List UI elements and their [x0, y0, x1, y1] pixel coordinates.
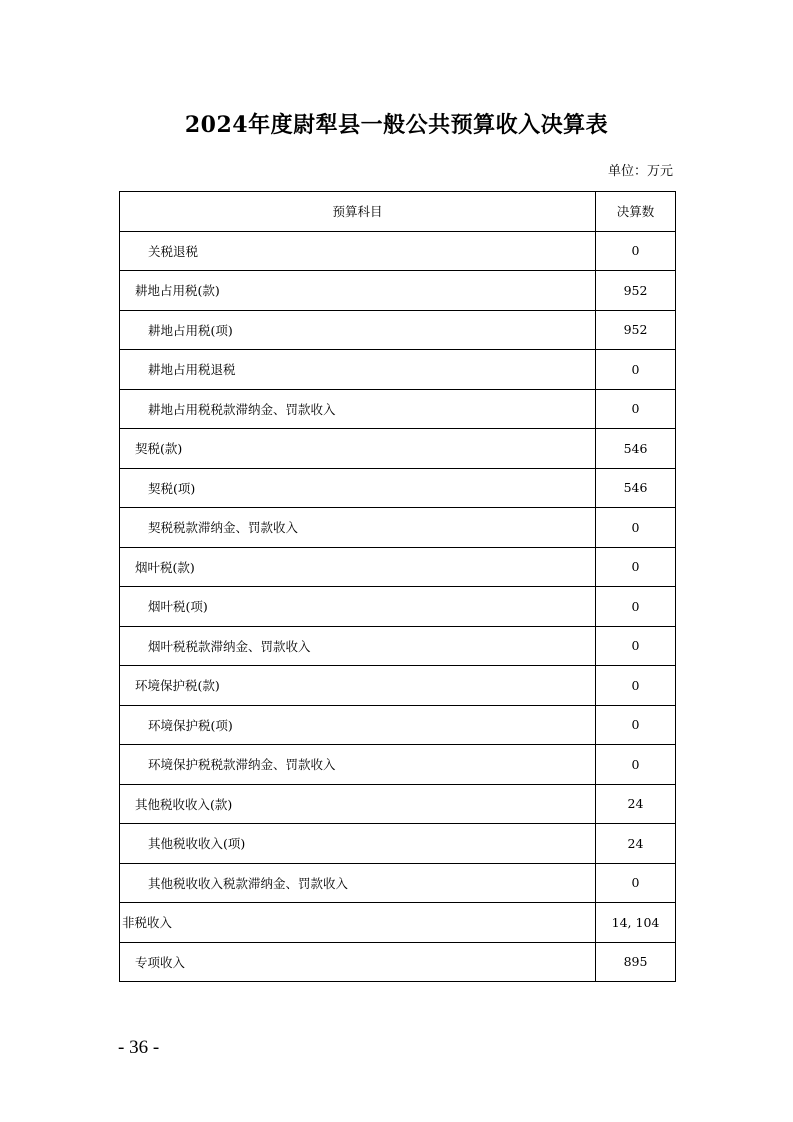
row-subject: 契税(款) — [120, 429, 596, 469]
row-amount: 0 — [596, 666, 676, 706]
table-row — [120, 666, 676, 706]
row-amount: 0 — [596, 705, 676, 745]
row-subject: 环境保护税税款滞纳金、罚款收入 — [120, 745, 596, 785]
row-subject: 其他税收收入(项) — [120, 824, 596, 864]
table-row — [120, 468, 676, 508]
row-amount: 24 — [596, 824, 676, 864]
table-row — [120, 587, 676, 627]
row-subject: 环境保护税(项) — [120, 705, 596, 745]
row-subject: 烟叶税税款滞纳金、罚款收入 — [120, 626, 596, 666]
table-row — [120, 310, 676, 350]
table-row — [120, 271, 676, 311]
table-row — [120, 903, 676, 943]
row-subject: 契税(项) — [120, 468, 596, 508]
row-subject: 烟叶税(款) — [120, 547, 596, 587]
table-row — [120, 824, 676, 864]
table-row — [120, 626, 676, 666]
row-amount: 895 — [596, 942, 676, 982]
row-amount: 0 — [596, 350, 676, 390]
row-subject: 非税收入 — [120, 903, 596, 943]
row-subject: 耕地占用税退税 — [120, 350, 596, 390]
row-subject: 契税税款滞纳金、罚款收入 — [120, 508, 596, 548]
row-amount: 546 — [596, 468, 676, 508]
row-amount: 0 — [596, 626, 676, 666]
row-amount: 0 — [596, 587, 676, 627]
page-number: - 36 - — [118, 1037, 160, 1058]
row-amount: 0 — [596, 231, 676, 271]
table-row — [120, 547, 676, 587]
row-subject: 其他税收收入税款滞纳金、罚款收入 — [120, 863, 596, 903]
row-subject: 烟叶税(项) — [120, 587, 596, 627]
row-subject: 耕地占用税税款滞纳金、罚款收入 — [120, 389, 596, 429]
table-row — [120, 942, 676, 982]
row-subject: 关税退税 — [120, 231, 596, 271]
table-row — [120, 508, 676, 548]
row-amount: 24 — [596, 784, 676, 824]
budget-table — [119, 191, 676, 982]
row-amount: 952 — [596, 310, 676, 350]
row-subject: 其他税收收入(款) — [120, 784, 596, 824]
table-row — [120, 745, 676, 785]
table-row — [120, 784, 676, 824]
table-row — [120, 705, 676, 745]
header-amount: 决算数 — [596, 192, 676, 232]
row-amount: 0 — [596, 508, 676, 548]
row-subject: 耕地占用税(项) — [120, 310, 596, 350]
row-amount: 14, 104 — [596, 903, 676, 943]
table-row — [120, 231, 676, 271]
row-amount: 952 — [596, 271, 676, 311]
row-subject: 耕地占用税(款) — [120, 271, 596, 311]
table-row — [120, 350, 676, 390]
row-amount: 546 — [596, 429, 676, 469]
header-subject: 预算科目 — [120, 192, 596, 232]
row-subject: 环境保护税(款) — [120, 666, 596, 706]
row-amount: 0 — [596, 389, 676, 429]
table-row — [120, 429, 676, 469]
page-title: 2024年度尉犁县一般公共预算收入决算表 — [184, 112, 609, 138]
table-header-row — [120, 192, 676, 232]
row-amount: 0 — [596, 745, 676, 785]
row-amount: 0 — [596, 863, 676, 903]
row-amount: 0 — [596, 547, 676, 587]
row-subject: 专项收入 — [120, 942, 596, 982]
table-row — [120, 389, 676, 429]
table-body — [120, 231, 676, 982]
table-row — [120, 863, 676, 903]
unit-label: 单位：万元 — [607, 164, 673, 179]
